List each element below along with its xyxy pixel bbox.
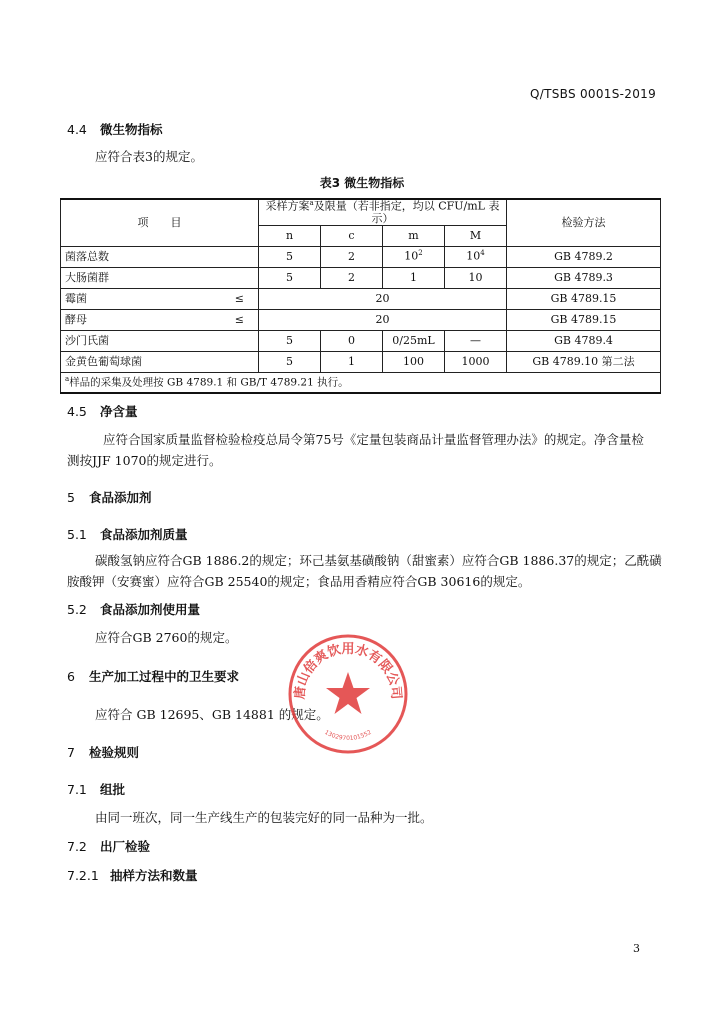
section-4-5-heading: 4.5 净含量 bbox=[67, 404, 138, 419]
header-plan: 采样方案$^a$及限量（若非指定，均以 CFU/mL 表示） bbox=[259, 199, 507, 225]
header-m: m bbox=[383, 225, 445, 246]
section-6-text: 应符合 GB 12695、GB 14881 的规定。 bbox=[95, 707, 329, 722]
section-5-heading: 5 食品添加剂 bbox=[67, 490, 152, 505]
table-row: 金黄色葡萄球菌 5 1 100 1000 GB 4789.10 第二法 bbox=[61, 351, 661, 372]
header-item: 项 目 bbox=[61, 199, 259, 246]
section-7-heading: 7 检验规则 bbox=[67, 745, 140, 760]
table-row: 酵母 ≤ 20 GB 4789.15 bbox=[61, 309, 661, 330]
svg-text:唐山倍爽饮用水有限公司: 唐山倍爽饮用水有限公司 bbox=[292, 641, 404, 700]
svg-text:1302970101552: 1302970101552 bbox=[323, 728, 373, 743]
section-6-heading: 6 生产加工过程中的卫生要求 bbox=[67, 669, 240, 684]
section-4-4-heading: 4.4 微生物指标 bbox=[67, 122, 163, 137]
table-caption: 表3 微生物指标 bbox=[319, 176, 405, 190]
section-7-1-text: 由同一班次，同一生产线生产的包装完好的同一品种为一批。 bbox=[95, 810, 433, 825]
section-4-5-line2: 测按JJF 1070的规定进行。 bbox=[67, 453, 222, 468]
header-n: n bbox=[259, 225, 321, 246]
document-id: Q/TSBS 0001S-2019 bbox=[529, 87, 656, 101]
section-7-2-heading: 7.2 出厂检验 bbox=[67, 839, 151, 854]
section-5-1-line2: 胺酸钾（安赛蜜）应符合GB 25540的规定；食品用香精应符合GB 30616的规定。 bbox=[67, 574, 531, 589]
section-7-2-1-heading: 7.2.1 抽样方法和数量 bbox=[67, 868, 198, 883]
stamp-star-icon bbox=[326, 672, 370, 714]
section-5-1-line1: 碳酸氢钠应符合GB 1886.2的规定；环己基氨基磺酸钠（甜蜜素）应符合GB 1886.37的规定；乙酰磺 bbox=[95, 553, 662, 568]
table-row: 沙门氏菌 5 0 0/25mL — GB 4789.4 bbox=[61, 330, 661, 351]
table-row: 霉菌 ≤ 20 GB 4789.15 bbox=[61, 288, 661, 309]
header-M: M bbox=[445, 225, 507, 246]
microbial-table bbox=[60, 198, 661, 394]
section-5-2-heading: 5.2 食品添加剂使用量 bbox=[67, 602, 201, 617]
header-c: c bbox=[321, 225, 383, 246]
table-row: 菌落总数 5 2 $10^2$ $10^4$ GB 4789.2 bbox=[61, 246, 661, 267]
section-5-2-text: 应符合GB 2760的规定。 bbox=[95, 630, 238, 645]
header-method: 检验方法 bbox=[507, 199, 661, 246]
page-number: 3 bbox=[633, 942, 640, 955]
section-4-5-line1: 应符合国家质量监督检验检疫总局令第75号《定量包装商品计量监督管理办法》的规定。净含量检 bbox=[103, 432, 644, 447]
section-5-1-heading: 5.1 食品添加剂质量 bbox=[67, 527, 188, 542]
section-7-1-heading: 7.1 组批 bbox=[67, 782, 126, 797]
company-seal-stamp bbox=[286, 632, 410, 756]
table-note: $^a$样品的采集及处理按 GB 4789.1 和 GB/T 4789.21 执行。 bbox=[61, 372, 661, 393]
section-4-4-text: 应符合表3的规定。 bbox=[95, 149, 203, 164]
table-row: 大肠菌群 5 2 1 10 GB 4789.3 bbox=[61, 267, 661, 288]
